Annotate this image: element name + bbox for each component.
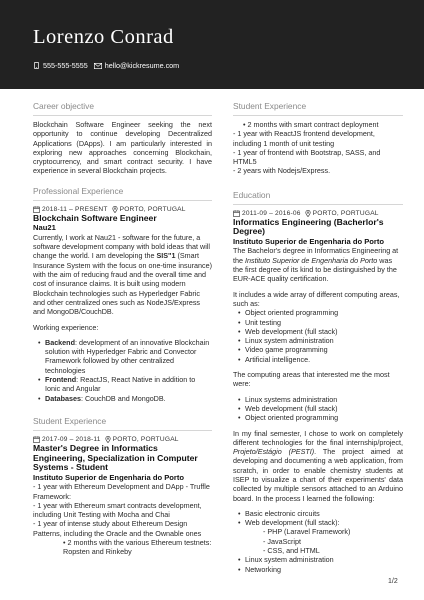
job-company: Nau21 <box>33 223 56 233</box>
job-role: Blockchain Software Engineer <box>33 212 157 223</box>
list-item: • Object oriented programming <box>238 413 403 422</box>
list-item: • Networking <box>238 565 403 574</box>
job-date: 2018-11 – PRESENT <box>42 205 108 213</box>
location-pin-icon <box>112 206 118 213</box>
education-institution: Instituto Superior de Engenharia do Porto <box>233 236 385 246</box>
student-degree: Master's Degree in Informatics Engineering, Specialization in Computer Systems - Student <box>33 442 198 473</box>
list-item: • Video game programming <box>238 345 403 354</box>
section-divider <box>33 430 212 431</box>
skill-label: Backend <box>45 337 75 347</box>
education-paragraph <box>233 429 403 503</box>
student-location: PORTO, PORTUGAL <box>112 435 179 443</box>
areas-list <box>238 308 403 364</box>
list-item <box>38 338 212 375</box>
section-divider <box>33 115 212 116</box>
list-item: • Linux systems administration <box>238 395 403 404</box>
list-item: • Web development (full stack): <box>238 518 403 527</box>
education-paragraph: It includes a wide array of different computing areas, such as: <box>233 289 400 308</box>
student-experience-heading: Student Experience <box>33 415 107 426</box>
paragraph-part: In my final semester, I chose to work on completely different technologies for the final internship/project, <box>233 428 403 447</box>
paragraph-part: was the first degree of its kind to be distinguished by the EUR-ACE quality certification. <box>233 255 397 284</box>
location-pin-icon <box>305 210 311 217</box>
education-entry <box>233 209 403 574</box>
calendar-icon <box>33 206 40 213</box>
student-intro: - 1 year with Ethereum Development and DApp - Truffle Framework: <box>33 482 210 501</box>
institution-italic: Instituto Superior de Engenharia do Porto <box>245 255 378 265</box>
student-line: - 1 year of intense study about Ethereum Design Patterns, including the Oracle and the Ownable ones <box>33 519 202 538</box>
list-item: • Unit testing <box>238 318 403 327</box>
list-item: • Basic electronic circuits <box>238 509 403 518</box>
calendar-icon <box>33 436 40 443</box>
career-objective-heading: Career objective <box>33 101 94 111</box>
section-divider <box>233 115 403 116</box>
job-description <box>33 233 212 317</box>
education-date: 2011-09 – 2016-06 <box>242 209 301 217</box>
list-item: • Web development (full stack) <box>238 327 403 336</box>
skill-text: : ReactJS, React Native in addition to Ionic and Angular <box>45 375 196 394</box>
left-column <box>33 101 212 557</box>
student-experience-continued-heading: Student Experience <box>233 101 307 111</box>
skill-text: : development of an innovative Blockchain solution with Hyperledger Fabric and Convector Framework followed by other centralized technologies <box>45 337 210 375</box>
contact-line <box>33 61 185 70</box>
skill-label: Frontend <box>45 375 77 385</box>
project-italic: Projeto/Estágio (PESTI) <box>233 447 315 457</box>
mail-icon <box>94 63 102 69</box>
student-entry <box>33 435 212 557</box>
student-date: 2017-09 – 2018-11 <box>42 435 101 443</box>
list-item: • Artificial intelligence. <box>238 355 403 364</box>
skill-text: : CouchDB and MongoDB. <box>80 393 166 403</box>
email-address: hello@kickresume.com <box>104 61 180 70</box>
calendar-icon <box>233 210 240 217</box>
header-bar <box>0 0 424 89</box>
list-item: • Web development (full stack) <box>238 404 403 413</box>
candidate-name: Lorenzo Conrad <box>33 26 174 48</box>
web-sub-item: - CSS, and HTML <box>263 546 320 556</box>
education-paragraph <box>233 246 403 283</box>
professional-experience-heading: Professional Experience <box>33 185 124 196</box>
student-line: • 2 months with smart contract deployment <box>243 120 379 129</box>
phone-contact[interactable] <box>33 61 88 70</box>
student-line: - 1 year of frontend with Bootstrap, SASS, and HTML5 <box>233 147 381 167</box>
student-line: - 1 year with ReactJS frontend development, including 1 month of unit testing <box>233 129 375 148</box>
section-divider <box>233 204 403 205</box>
skill-label: Databases <box>45 393 81 403</box>
web-sub-item: - JavaScript <box>263 536 301 546</box>
product-name: SIS"1 <box>156 251 176 261</box>
education-degree: Informatics Engineering (Bacherlor's Degree) <box>233 216 384 237</box>
job-entry <box>33 205 212 403</box>
email-contact[interactable] <box>94 61 179 70</box>
career-objective-text: Blockchain Software Engineer seeking the next opportunity to continue developing Decentralized Applications (DApps). I am particularly interested in exploring new approaches concerning Blockchain, cryptocurrency, and smart contract security. I have experience in several Blockchain projects. <box>33 120 212 176</box>
section-divider <box>33 200 212 201</box>
list-item: • Linux system administration <box>238 555 403 564</box>
web-sub-item: - PHP (Laravel Framework) <box>263 527 351 537</box>
student-line: • 2 months with the various Ethereum testnets: Ropsten and Rinkeby <box>63 537 212 557</box>
list-item: • Object oriented programming <box>238 308 403 317</box>
job-location: PORTO, PORTUGAL <box>119 205 186 213</box>
education-paragraph: The computing areas that interested me the most were: <box>233 370 390 389</box>
list-item <box>38 394 212 403</box>
student-line: - 1 year with Ethereum smart contracts development, including Unit Testing with Mocha and Chai <box>33 500 202 520</box>
list-item <box>38 375 212 394</box>
education-heading: Education <box>233 189 271 200</box>
phone-number: 555-555-5555 <box>43 61 88 70</box>
phone-icon <box>33 62 40 69</box>
paragraph-part: . The project aimed at developing and documenting a web application, from scratch, in order to enable chemistry students at ISEP to visualize a chart of their experiments' data collected by multiple sensors attached to an Arduino board. In the process I learned the following: <box>233 447 403 503</box>
interests-list <box>238 395 403 423</box>
job-skills-list <box>38 338 212 403</box>
list-item: • Linux system administration <box>238 336 403 345</box>
paragraph-part: The Bachelor's degree in Informatics Engineering at the <box>233 246 399 265</box>
learned-list <box>238 555 403 574</box>
working-experience-label: Working experience: <box>33 322 99 332</box>
job-description-part: (Smart Insurance System with the focus on one-time insurance) with the aim of reducing fraud and the overall time and cost of insurance claims. It is built using modern Blockchain technologies such as Hyperledger Fabric and other centralized ones such as NodeJS/Express and MongoDB/CouchDB. <box>33 251 212 317</box>
job-description-part: Currently, I work at Nau21 - software for the future, a software development company with bold ideas that will change the world. I am developing the <box>33 232 210 261</box>
location-pin-icon <box>105 436 111 443</box>
student-line: - 2 years with Nodejs/Express. <box>233 166 331 176</box>
right-column <box>233 101 403 574</box>
page-number: 1/2 <box>388 578 398 585</box>
student-institution: Instituto Superior de Engenharia do Porto <box>33 472 185 482</box>
education-location: PORTO, PORTUGAL <box>312 209 379 217</box>
learned-list <box>238 509 403 528</box>
